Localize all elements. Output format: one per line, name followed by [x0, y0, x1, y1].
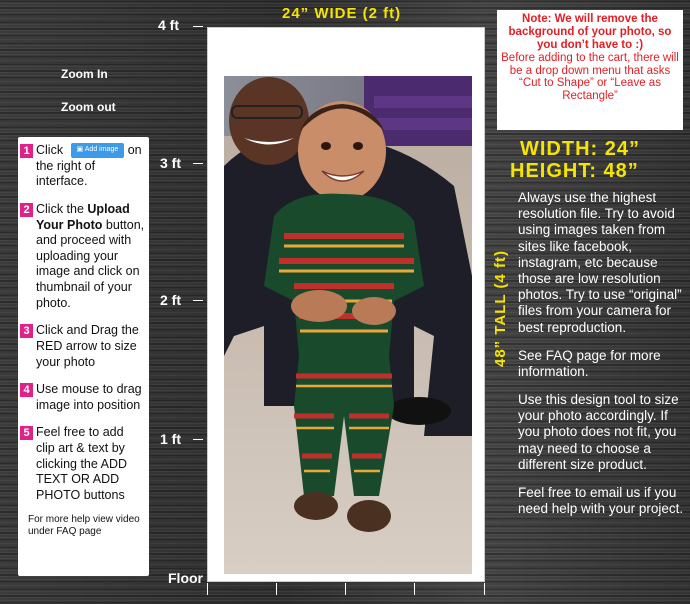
instruction-step: [20, 323, 145, 370]
upload-photo-label: Upload Your Photo: [36, 201, 130, 232]
ruler-2ft: 2 ft: [160, 292, 181, 308]
tip-paragraph: Always use the highest resolution file. Try to avoid using images taken from sites like facebook, instagram, etc because those are low resolution photos. Try to use “original” files from your camera for best reproduction.: [518, 190, 682, 335]
instruction-step: [20, 202, 145, 311]
note-text: Before adding to the cart, there will be a drop down menu that asks “Cut to Shape” or “Leave as Rectangle”: [501, 51, 679, 103]
step-number: 3: [20, 324, 33, 338]
height-dimension: HEIGHT: 48”: [510, 160, 639, 182]
ruler-tick-bottom: [276, 583, 277, 595]
step-text: Click: [36, 143, 64, 157]
ruler-tick-bottom: [414, 583, 415, 595]
ruler-tick-bottom: [484, 583, 485, 595]
step-text: Feel free to add clip art & text by clicking the ADD TEXT OR ADD PHOTO buttons: [36, 425, 128, 502]
step-text: Click and Drag the RED arrow to size your photo: [36, 323, 139, 369]
step-text: button, and proceed with uploading your image and click on thumbnail of your photo.: [36, 217, 145, 310]
ruler-4ft: 4 ft: [158, 17, 179, 33]
tip-paragraph: Use this design tool to size your photo accordingly. If you photo does not fit, you may need to choose a different size product.: [518, 392, 679, 472]
note-box: [497, 10, 683, 130]
ruler-tick-bottom: [207, 583, 208, 595]
ruler-tick-2ft: [193, 300, 203, 301]
step-text: on the right of interface.: [36, 143, 142, 189]
step-number: 4: [20, 383, 33, 397]
step-text: Use mouse to drag image into position: [36, 382, 142, 412]
ruler-tick-bottom: [345, 583, 346, 595]
step-text: Click the: [36, 201, 88, 216]
width-label: 24” WIDE (2 ft): [282, 5, 402, 22]
ruler-tick-4ft: [193, 26, 203, 27]
ruler-tick-3ft: [193, 163, 203, 164]
note-title: Note: We will remove the background of your photo, so you don’t have to :): [508, 13, 672, 51]
photo-illustration: [224, 76, 472, 574]
help-text: For more help view video under FAQ page: [28, 513, 140, 537]
ruler-tick-1ft: [193, 439, 203, 440]
step-number: 5: [20, 426, 33, 440]
tip-paragraph: See FAQ page for more information.: [518, 347, 661, 379]
tips-panel: [518, 190, 688, 529]
step-number: 1: [20, 144, 33, 158]
zoom-in-button[interactable]: Zoom In: [61, 67, 108, 81]
zoom-out-button[interactable]: Zoom out: [61, 100, 116, 114]
uploaded-photo[interactable]: [224, 76, 472, 574]
step-number: 2: [20, 203, 33, 217]
instruction-step: [20, 382, 145, 413]
add-image-button[interactable]: ▣ Add image: [71, 143, 125, 158]
instructions-panel: [18, 137, 149, 576]
ruler-floor: Floor: [168, 570, 203, 586]
ruler-3ft: 3 ft: [160, 155, 181, 171]
height-label: 48” TALL (4 ft): [492, 250, 509, 367]
instruction-step: [20, 425, 145, 503]
ruler-1ft: 1 ft: [160, 431, 181, 447]
tip-paragraph: Feel free to email us if you need help with your project.: [518, 485, 684, 517]
width-dimension: WIDTH: 24”: [520, 138, 640, 160]
instruction-step: [20, 143, 145, 190]
